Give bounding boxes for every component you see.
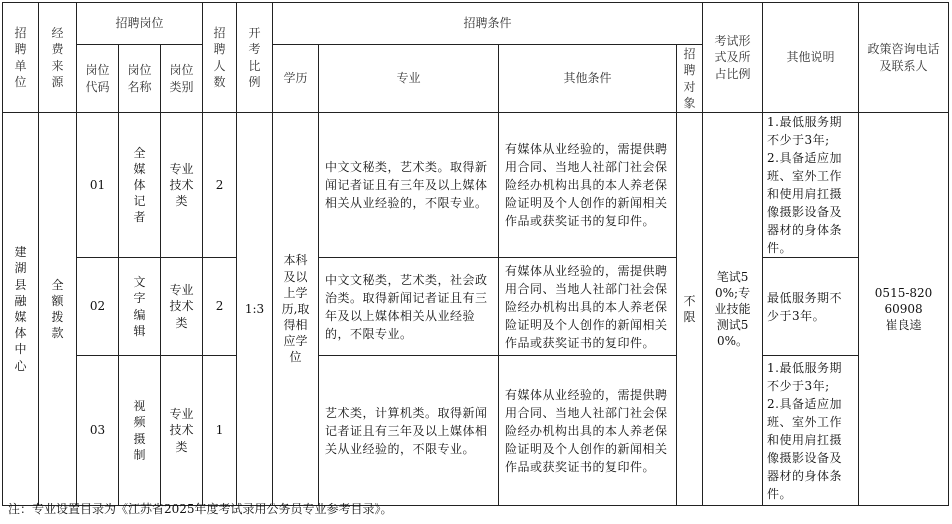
cell-ratio: 1:3 bbox=[237, 113, 273, 506]
header-pos-type: 岗位类别 bbox=[161, 45, 203, 113]
header-conditions-group: 招聘条件 bbox=[273, 3, 703, 45]
header-major: 专业 bbox=[319, 45, 499, 113]
contact-phone: 0515-82060908 bbox=[874, 285, 933, 316]
header-other: 其他条件 bbox=[499, 45, 677, 113]
header-pos-name: 岗位名称 bbox=[119, 45, 161, 113]
cell-code: 03 bbox=[77, 356, 119, 506]
header-contact: 政策咨询电话及联系人 bbox=[859, 3, 949, 113]
cell-count: 1 bbox=[203, 356, 237, 506]
cell-code: 01 bbox=[77, 113, 119, 258]
header-funding: 经费来源 bbox=[39, 3, 77, 113]
cell-funding: 全额拨款 bbox=[39, 113, 77, 506]
cell-other: 有媒体从业经验的，需提供聘用合同、当地人社部门社会保险经办机构出具的本人养老保险证明及个人创作的新闻相关作品或获奖证书的复印件。 bbox=[499, 113, 677, 258]
header-exam: 考试形式及所占比例 bbox=[703, 3, 763, 113]
contact-name: 崔良逵 bbox=[885, 318, 922, 333]
cell-other: 有媒体从业经验的，需提供聘用合同、当地人社部门社会保险经办机构出具的本人养老保险证明及个人创作的新闻相关作品或获奖证书的复印件。 bbox=[499, 258, 677, 356]
cell-type: 专业技术类 bbox=[161, 258, 203, 356]
footnote: 注：专业设置目录为《江苏省2025年度考试录用公务员专业参考目录》。 bbox=[8, 502, 393, 516]
recruitment-table bbox=[2, 2, 949, 506]
table-row bbox=[3, 356, 949, 506]
header-notes: 其他说明 bbox=[763, 3, 859, 113]
cell-code: 02 bbox=[77, 258, 119, 356]
cell-exam: 笔试50%;专业技能测试50%。 bbox=[703, 113, 763, 506]
cell-name: 视频摄制 bbox=[119, 356, 161, 506]
header-target: 招聘对象 bbox=[677, 45, 703, 113]
cell-notes: 最低服务期不少于3年。 bbox=[763, 258, 859, 356]
cell-other: 有媒体从业经验的，需提供聘用合同、当地人社部门社会保险经办机构出具的本人养老保险证明及个人创作的新闻相关作品或获奖证书的复印件。 bbox=[499, 356, 677, 506]
cell-notes: 1.最低服务期不少于3年; 2.具备适应加班、室外工作和使用肩扛摄像摄影设备及器材的身体条件。 bbox=[763, 356, 859, 506]
cell-major: 中文文秘类，艺术类。取得新闻记者证且有三年及以上媒体相关从业经验的，不限专业。 bbox=[319, 113, 499, 258]
header-unit: 招聘单位 bbox=[3, 3, 39, 113]
cell-target: 不限 bbox=[677, 113, 703, 506]
cell-contact bbox=[859, 113, 949, 506]
cell-count: 2 bbox=[203, 113, 237, 258]
table-row bbox=[3, 113, 949, 258]
cell-notes: 1.最低服务期不少于3年; 2.具备适应加班、室外工作和使用肩扛摄像摄影设备及器材的身体条件。 bbox=[763, 113, 859, 258]
table-row bbox=[3, 258, 949, 356]
cell-type: 专业技术类 bbox=[161, 113, 203, 258]
cell-type: 专业技术类 bbox=[161, 356, 203, 506]
header-ratio: 开考比例 bbox=[237, 3, 273, 113]
header-count: 招聘人数 bbox=[203, 3, 237, 113]
cell-count: 2 bbox=[203, 258, 237, 356]
cell-unit: 建湖县融媒体中心 bbox=[3, 113, 39, 506]
header-education: 学历 bbox=[273, 45, 319, 113]
cell-name: 文字编辑 bbox=[119, 258, 161, 356]
cell-name: 全媒体记者 bbox=[119, 113, 161, 258]
cell-education: 本科及以上学历,取得相应学位 bbox=[273, 113, 319, 506]
header-pos-code: 岗位代码 bbox=[77, 45, 119, 113]
header-position-group: 招聘岗位 bbox=[77, 3, 203, 45]
cell-major: 艺术类，计算机类。取得新闻记者证且有三年及以上媒体相关从业经验的，不限专业。 bbox=[319, 356, 499, 506]
cell-major: 中文文秘类，艺术类，社会政治类。取得新闻记者证且有三年及以上媒体相关从业经验的，不限专业。 bbox=[319, 258, 499, 356]
